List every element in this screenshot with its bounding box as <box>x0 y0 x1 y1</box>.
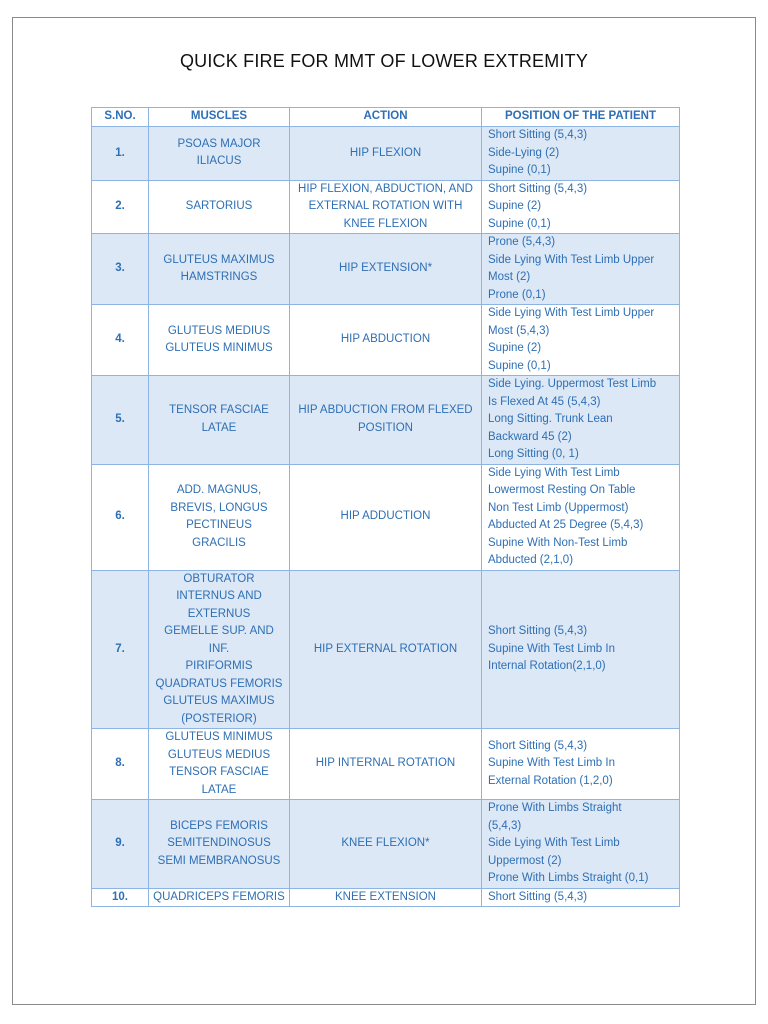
cell-muscles-line: QUADRATUS FEMORIS <box>155 677 283 690</box>
cell-action-line: HIP ABDUCTION FROM FLEXED <box>298 404 473 417</box>
cell-position <box>482 729 680 800</box>
cell-sno: 1. <box>92 127 149 181</box>
cell-position-line: Supine (2) <box>488 342 542 354</box>
cell-muscles-line: BREVIS, LONGUS <box>170 501 268 514</box>
cell-action <box>290 180 482 234</box>
cell-position-line: Short Sitting (5,4,3) <box>488 129 588 141</box>
cell-position-line: Abducted At 25 Degree (5,4,3) <box>488 519 644 531</box>
cell-position-line: Long Sitting. Trunk Lean <box>488 413 613 425</box>
cell-position-line: Is Flexed At 45 (5,4,3) <box>488 395 601 408</box>
cell-action <box>290 888 482 907</box>
header-position: POSITION OF THE PATIENT <box>482 108 680 127</box>
header-sno: S.NO. <box>92 108 149 127</box>
cell-position-line: Prone With Limbs Straight (0,1) <box>488 872 649 884</box>
cell-muscles <box>149 305 290 376</box>
cell-muscles <box>149 570 290 729</box>
cell-muscles-line: OBTURATOR <box>183 572 255 585</box>
table-row <box>92 305 680 376</box>
cell-muscles-line: PIRIFORMIS <box>185 660 253 672</box>
cell-action-line: POSITION <box>358 421 413 434</box>
cell-position-line: Side Lying With Test Limb Upper <box>488 307 655 319</box>
table-row <box>92 376 680 465</box>
cell-muscles-line: ILIACUS <box>196 155 242 168</box>
cell-muscles <box>149 376 290 465</box>
cell-sno: 4. <box>92 305 149 376</box>
cell-position <box>482 464 680 570</box>
cell-sno: 6. <box>92 464 149 570</box>
cell-action-line: HIP ADDUCTION <box>340 510 431 523</box>
cell-position-line: Short Sitting (5,4,3) <box>488 890 588 903</box>
table-row <box>92 127 680 181</box>
cell-position-line: Non Test Limb (Uppermost) <box>488 501 629 514</box>
cell-muscles-line: LATAE <box>201 421 237 434</box>
cell-position-line: (5,4,3) <box>488 819 522 832</box>
cell-position-line: External Rotation (1,2,0) <box>488 774 613 787</box>
cell-action <box>290 234 482 305</box>
table-row <box>92 570 680 729</box>
cell-muscles-line: EXTERNUS <box>187 607 251 620</box>
cell-action-line: HIP INTERNAL ROTATION <box>315 757 456 770</box>
cell-position-line: Supine (0,1) <box>488 217 551 230</box>
cell-action <box>290 729 482 800</box>
cell-action-line: HIP ABDUCTION <box>340 333 431 346</box>
cell-action-line: HIP FLEXION <box>349 146 422 159</box>
cell-action <box>290 570 482 729</box>
cell-position <box>482 234 680 305</box>
cell-muscles <box>149 729 290 800</box>
cell-muscles-line: TENSOR FASCIAE <box>169 766 269 778</box>
cell-position <box>482 800 680 889</box>
cell-muscles-line: TENSOR FASCIAE <box>169 404 269 417</box>
cell-muscles-line: HAMSTRINGS <box>180 271 258 283</box>
cell-position-line: Long Sitting (0, 1) <box>488 448 579 460</box>
cell-muscles-line: GLUTEUS MINIMUS <box>165 731 273 743</box>
cell-position-line: Supine With Test Limb In <box>488 642 615 655</box>
cell-position-line: Most (2) <box>488 271 531 283</box>
cell-position <box>482 127 680 181</box>
cell-position-line: Supine With Test Limb In <box>488 757 615 770</box>
cell-muscles-line: QUADRICEPS FEMORIS <box>153 890 285 903</box>
cell-muscles-line: GLUTEUS MAXIMUS <box>163 253 275 266</box>
cell-action-line: HIP EXTERNAL ROTATION <box>313 642 458 655</box>
cell-position-line: Short Sitting (5,4,3) <box>488 739 588 752</box>
cell-position-line: Side Lying With Test Limb <box>488 466 620 479</box>
document-title: QUICK FIRE FOR MMT OF LOWER EXTREMITY <box>179 51 589 71</box>
table-row <box>92 800 680 889</box>
table-row <box>92 729 680 800</box>
cell-position-line: Supine (0,1) <box>488 359 551 372</box>
cell-muscles-line: PSOAS MAJOR <box>177 137 261 150</box>
cell-sno: 2. <box>92 180 149 234</box>
cell-position-line: Side Lying With Test Limb Upper <box>488 253 655 266</box>
header-action: ACTION <box>290 108 482 127</box>
document-page <box>12 17 756 1005</box>
table-row <box>92 888 680 907</box>
cell-action-line: EXTERNAL ROTATION WITH <box>308 200 463 212</box>
cell-position <box>482 180 680 234</box>
cell-action-line: HIP EXTENSION* <box>338 262 433 275</box>
cell-position-line: Internal Rotation(2,1,0) <box>488 660 606 672</box>
cell-muscles-line: BICEPS FEMORIS <box>170 819 268 832</box>
cell-sno: 5. <box>92 376 149 465</box>
cell-position-line: Prone (0,1) <box>488 288 546 301</box>
cell-muscles-line: LATAE <box>201 783 237 796</box>
cell-muscles <box>149 888 290 907</box>
cell-muscles <box>149 234 290 305</box>
cell-muscles-line: PECTINEUS <box>186 519 252 531</box>
cell-position-line: Most (5,4,3) <box>488 324 550 337</box>
cell-muscles-line: SEMITENDINOSUS <box>167 837 271 849</box>
cell-position <box>482 888 680 907</box>
cell-position <box>482 376 680 465</box>
cell-position-line: Prone With Limbs Straight <box>488 802 622 814</box>
cell-sno: 7. <box>92 570 149 729</box>
cell-position-line: Supine (0,1) <box>488 164 551 176</box>
table-body <box>92 127 680 907</box>
cell-muscles-line: GLUTEUS MAXIMUS <box>163 695 275 707</box>
cell-position-line: Side-Lying (2) <box>488 146 560 159</box>
cell-muscles <box>149 127 290 181</box>
cell-muscles-line: GLUTEUS MEDIUS <box>167 748 271 761</box>
cell-sno: 10. <box>92 888 149 907</box>
cell-position-line: Uppermost (2) <box>488 854 562 867</box>
cell-position-line: Side Lying With Test Limb <box>488 837 620 849</box>
cell-position-line: Prone (5,4,3) <box>488 236 556 248</box>
cell-muscles-line: ADD. MAGNUS, <box>176 484 262 496</box>
table-header-row <box>92 108 680 127</box>
cell-muscles-line: (POSTERIOR) <box>181 712 257 725</box>
cell-position <box>482 570 680 729</box>
cell-position-line: Short Sitting (5,4,3) <box>488 182 588 195</box>
cell-muscles-line: SEMI MEMBRANOSUS <box>157 854 281 867</box>
cell-position-line: Supine (2) <box>488 200 542 212</box>
cell-muscles <box>149 464 290 570</box>
cell-position-line: Side Lying. Uppermost Test Limb <box>488 378 657 390</box>
cell-position-line: Supine With Non-Test Limb <box>488 536 628 549</box>
cell-muscles-line: INTERNUS AND <box>176 590 262 602</box>
cell-muscles-line: SARTORIUS <box>185 200 253 212</box>
table-row <box>92 234 680 305</box>
mmt-table <box>91 107 680 907</box>
cell-muscles-line: GLUTEUS MINIMUS <box>165 342 273 354</box>
cell-position-line: Lowermost Resting On Table <box>488 484 636 496</box>
table-row <box>92 180 680 234</box>
cell-action <box>290 305 482 376</box>
cell-action-line: KNEE FLEXION* <box>341 837 430 849</box>
table-row <box>92 464 680 570</box>
cell-muscles-line: GRACILIS <box>192 536 246 549</box>
cell-action <box>290 464 482 570</box>
cell-position-line: Backward 45 (2) <box>488 430 572 443</box>
cell-muscles <box>149 800 290 889</box>
cell-sno: 9. <box>92 800 149 889</box>
cell-position-line: Short Sitting (5,4,3) <box>488 625 588 637</box>
cell-muscles-line: GLUTEUS MEDIUS <box>167 324 271 337</box>
cell-action-line: KNEE EXTENSION <box>335 890 436 903</box>
cell-muscles <box>149 180 290 234</box>
cell-action <box>290 127 482 181</box>
cell-action <box>290 800 482 889</box>
header-muscles: MUSCLES <box>149 108 290 127</box>
cell-action-line: KNEE FLEXION <box>343 217 428 230</box>
cell-position-line: Abducted (2,1,0) <box>488 554 574 566</box>
cell-muscles-line: INF. <box>208 642 230 655</box>
cell-position <box>482 305 680 376</box>
cell-sno: 8. <box>92 729 149 800</box>
cell-muscles-line: GEMELLE SUP. AND <box>164 625 274 637</box>
cell-sno: 3. <box>92 234 149 305</box>
cell-action-line: HIP FLEXION, ABDUCTION, AND <box>298 182 473 195</box>
cell-action <box>290 376 482 465</box>
